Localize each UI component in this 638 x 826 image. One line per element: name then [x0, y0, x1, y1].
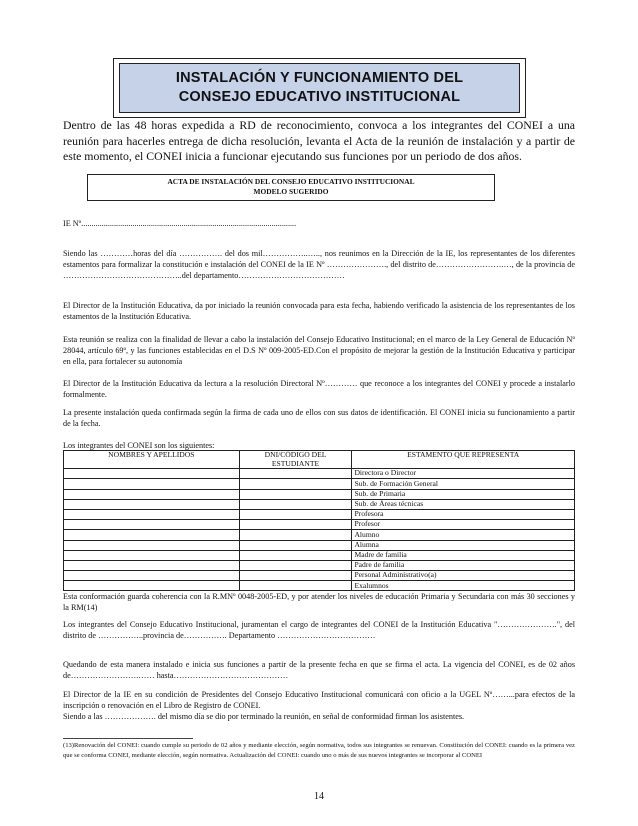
- table-row: [64, 550, 575, 560]
- header-dni: DNI/CÓDIGO DEL ESTUDIANTE: [239, 451, 352, 469]
- paragraph-purpose: Esta reunión se realiza con la finalidad de llevar a cabo la instalación del Consejo Educativo Institucional; en el marco de la Ley General de Educación Nº 28044, artículo 69º, y las funciones establecidas en el D.S Nº 009-2005-ED.Con el propósito de mejorar la gestión de la Institución Educativa y participar en ella, para fortalecer su autonomía: [63, 335, 575, 366]
- paragraph-validity: Quedando de esta manera instalado e inicia sus funciones a partir de la presente fecha en que se firma el acta. La vigencia del CONEI, es de 02 años de…………………….…… hasta……………………………………: [63, 660, 575, 680]
- estamento-cell: Exalumnos: [352, 581, 575, 591]
- header-estamento: ESTAMENTO QUE REPRESENTA: [352, 451, 575, 469]
- members-table: [63, 450, 575, 591]
- page-title: [119, 63, 520, 113]
- estamento-cell: Profesora: [352, 509, 575, 519]
- intro-paragraph: Dentro de las 48 horas expedida a RD de reconocimiento, convoca a los integrantes del CONEI a una reunión para hacerles entrega de dicha resolución, levanta el Acta de la reunión de instalación y a partir de este momento, el CONEI inicia a funcionar ejecutando sus funciones por un periodo de dos años.: [63, 118, 575, 163]
- footnote-divider: [63, 738, 193, 739]
- title-line-2: CONSEJO EDUCATIVO INSTITUCIONAL: [178, 89, 461, 105]
- paragraph-director-opens: El Director de la Institución Educativa, da por iniciado la reunión convocada para esta fecha, habiendo verificado la asistencia de los representantes de los estamentos de la Institución Educativa.: [63, 301, 575, 321]
- paragraph-resolution: El Director de la Institución Educativa da lectura a la resolución Directoral Nº………… que reconoce a los integrantes del CONEI y procede a instalarlo formalmente.: [63, 379, 575, 399]
- table-row: [64, 520, 575, 530]
- members-label: Los integrantes del CONEI son los siguientes:: [63, 441, 215, 450]
- page-number: 14: [314, 791, 324, 802]
- estamento-cell: Alumna: [352, 540, 575, 550]
- acta-title: ACTA DE INSTALACIÓN DEL CONSEJO EDUCATIVO INSTITUCIONAL: [167, 177, 415, 186]
- paragraph-coherence: Esta conformación guarda coherencia con la R.MNº 0048-2005-ED, y por atender los niveles de educación Primaria y Secundaria con más 30 secciones y la RM(14): [63, 592, 575, 612]
- paragraph-closing: Siendo a las ………………. del mismo día se dio por terminado la reunión, en señal de conformidad firman los asistentes.: [63, 712, 465, 721]
- table-row: [64, 571, 575, 581]
- estamento-cell: Profesor: [352, 520, 575, 530]
- table-row: [64, 560, 575, 570]
- estamento-cell: Sub. de Primaria: [352, 489, 575, 499]
- estamento-cell: Directora o Director: [352, 469, 575, 479]
- estamento-cell: Sub. de Formación General: [352, 479, 575, 489]
- table-row: [64, 499, 575, 509]
- estamento-cell: Padre de familia: [352, 560, 575, 570]
- footnote: (13)Renovación del CONEI: cuando cumple su periodo de 02 años y mediante elección, según normativa, todos sus integrantes se renuevan. Constitución del CONEI: cuando es la primera vez que se conforma CONEI, mediante elección, según normativa. Actualización del CONEI: cuando uno o más de sus nuevos integrantes se incorporar al CONEI: [63, 742, 575, 759]
- ie-line: IE Nº.........................................................................................................: [63, 219, 297, 228]
- acta-subtitle: MODELO SUGERIDO: [253, 187, 329, 196]
- estamento-cell: Sub. de Áreas técnicas: [352, 499, 575, 509]
- title-box: [113, 58, 526, 118]
- acta-title-box: [87, 174, 495, 201]
- estamento-cell: Personal Administrativo(a): [352, 571, 575, 581]
- estamento-cell: Alumno: [352, 530, 575, 540]
- table-row: [64, 469, 575, 479]
- header-names: NOMBRES Y APELLIDOS: [64, 451, 240, 469]
- paragraph-ugel: El Director de la IE en su condición de Presidentes del Consejo Educativo Institucional comunicará con oficio a la UGEL Nº……...para efectos de la inscripción o renovación en el Libro de Registro de CONEI.: [63, 690, 575, 710]
- title-line-1: INSTALACIÓN Y FUNCIONAMIENTO DEL: [175, 70, 464, 86]
- paragraph-confirmation: La presente instalación queda confirmada según la firma de cada uno de ellos con sus datos de identificación. El CONEI inicia su funcionamiento a partir de la fecha.: [63, 408, 575, 428]
- table-header-row: [64, 451, 575, 469]
- table-row: [64, 509, 575, 519]
- table-row: [64, 530, 575, 540]
- paragraph-oath: Los integrantes del Consejo Educativo Institucional, juramentan el cargo de integrantes del CONEI de la Institución Educativa "………………….", del distrito de ……………..provincia de……………. Departamento ………………………………: [63, 620, 575, 640]
- paragraph-session: Siendo las …………horas del día ……………. del dos mil……………..….., nos reunimos en la Dirección de la IE, los representantes de los diferentes estamentos para formalizar la constitución e instalación del CONEI de la IE Nº …………………., del distrito de…………………….…, de la provincia de ……………………………………..del departamento…………………………………: [63, 249, 575, 280]
- table-row: [64, 581, 575, 591]
- table-row: [64, 479, 575, 489]
- table-row: [64, 540, 575, 550]
- estamento-cell: Madre de familia: [352, 550, 575, 560]
- table-row: [64, 489, 575, 499]
